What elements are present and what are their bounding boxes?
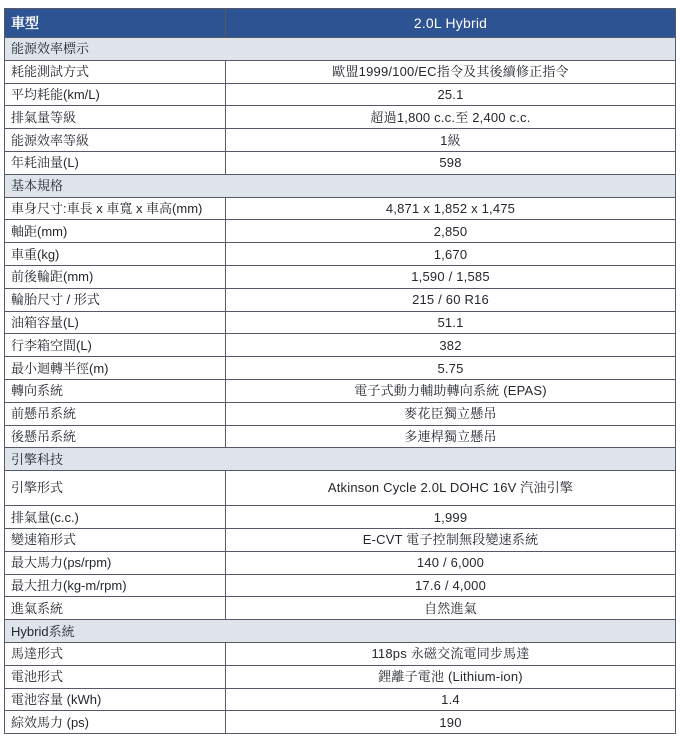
spec-table bbox=[4, 8, 676, 734]
section-header-row bbox=[5, 38, 676, 61]
spec-row bbox=[5, 60, 676, 83]
spec-row bbox=[5, 574, 676, 597]
spec-label: 行李箱空間(L) bbox=[5, 334, 226, 357]
spec-value: 1,590 / 1,585 bbox=[226, 265, 676, 288]
spec-label: 最大馬力(ps/rpm) bbox=[5, 551, 226, 574]
spec-value: 超過1,800 c.c.至 2,400 c.c. bbox=[226, 106, 676, 129]
spec-label: 油箱容量(L) bbox=[5, 311, 226, 334]
spec-value: 歐盟1999/100/EC指令及其後續修正指令 bbox=[226, 60, 676, 83]
spec-value: 598 bbox=[226, 151, 676, 174]
spec-label: 最大扭力(kg-m/rpm) bbox=[5, 574, 226, 597]
spec-row bbox=[5, 528, 676, 551]
spec-row bbox=[5, 402, 676, 425]
spec-row bbox=[5, 425, 676, 448]
table-header-row bbox=[5, 9, 676, 38]
spec-value: 215 / 60 R16 bbox=[226, 288, 676, 311]
spec-table-body bbox=[5, 9, 676, 734]
spec-label: 前後輪距(mm) bbox=[5, 265, 226, 288]
spec-label: 引擎形式 bbox=[5, 471, 226, 506]
spec-label: 車身尺寸:車長 x 車寬 x 車高(mm) bbox=[5, 197, 226, 220]
spec-value: 1.4 bbox=[226, 688, 676, 711]
section-title: 引擎科技 bbox=[5, 448, 676, 471]
section-title: 基本規格 bbox=[5, 174, 676, 197]
spec-label: 輪胎尺寸 / 形式 bbox=[5, 288, 226, 311]
spec-label: 軸距(mm) bbox=[5, 220, 226, 243]
spec-row bbox=[5, 357, 676, 380]
spec-value: 190 bbox=[226, 711, 676, 734]
header-value: 2.0L Hybrid bbox=[226, 9, 676, 38]
spec-label: 電池形式 bbox=[5, 665, 226, 688]
spec-row bbox=[5, 243, 676, 266]
spec-value: 自然進氣 bbox=[226, 597, 676, 620]
spec-label: 排氣量(c.c.) bbox=[5, 506, 226, 529]
spec-label: 進氣系統 bbox=[5, 597, 226, 620]
spec-label: 電池容量 (kWh) bbox=[5, 688, 226, 711]
spec-row bbox=[5, 106, 676, 129]
spec-row bbox=[5, 471, 676, 506]
spec-row bbox=[5, 265, 676, 288]
spec-row bbox=[5, 151, 676, 174]
spec-row bbox=[5, 288, 676, 311]
spec-row bbox=[5, 220, 676, 243]
spec-row bbox=[5, 711, 676, 734]
section-title: Hybrid系統 bbox=[5, 620, 676, 643]
spec-label: 最小迴轉半徑(m) bbox=[5, 357, 226, 380]
spec-value: 多連桿獨立懸吊 bbox=[226, 425, 676, 448]
spec-value: 2,850 bbox=[226, 220, 676, 243]
spec-row bbox=[5, 665, 676, 688]
spec-label: 耗能測試方式 bbox=[5, 60, 226, 83]
spec-value: 140 / 6,000 bbox=[226, 551, 676, 574]
spec-value: E-CVT 電子控制無段變速系統 bbox=[226, 528, 676, 551]
spec-label: 前懸吊系統 bbox=[5, 402, 226, 425]
spec-row bbox=[5, 379, 676, 402]
spec-row bbox=[5, 597, 676, 620]
spec-value: 382 bbox=[226, 334, 676, 357]
spec-value: 5.75 bbox=[226, 357, 676, 380]
spec-row bbox=[5, 197, 676, 220]
spec-label: 轉向系統 bbox=[5, 379, 226, 402]
spec-label: 平均耗能(km/L) bbox=[5, 83, 226, 106]
spec-row bbox=[5, 311, 676, 334]
spec-value: 麥花臣獨立懸吊 bbox=[226, 402, 676, 425]
spec-value: 118ps 永磁交流電同步馬達 bbox=[226, 642, 676, 665]
spec-row bbox=[5, 83, 676, 106]
spec-value: 25.1 bbox=[226, 83, 676, 106]
section-header-row bbox=[5, 620, 676, 643]
spec-value: 鋰離子電池 (Lithium-ion) bbox=[226, 665, 676, 688]
section-header-row bbox=[5, 174, 676, 197]
spec-row bbox=[5, 506, 676, 529]
spec-value: 1,670 bbox=[226, 243, 676, 266]
spec-label: 年耗油量(L) bbox=[5, 151, 226, 174]
spec-value: 電子式動力輔助轉向系統 (EPAS) bbox=[226, 379, 676, 402]
spec-label: 綜效馬力 (ps) bbox=[5, 711, 226, 734]
section-title: 能源效率標示 bbox=[5, 38, 676, 61]
spec-value: 4,871 x 1,852 x 1,475 bbox=[226, 197, 676, 220]
spec-value: 51.1 bbox=[226, 311, 676, 334]
spec-label: 變速箱形式 bbox=[5, 528, 226, 551]
spec-label: 車重(kg) bbox=[5, 243, 226, 266]
spec-row bbox=[5, 642, 676, 665]
spec-value: 1,999 bbox=[226, 506, 676, 529]
header-key: 車型 bbox=[5, 9, 226, 38]
spec-value: 1級 bbox=[226, 129, 676, 152]
spec-label: 馬達形式 bbox=[5, 642, 226, 665]
spec-value: 17.6 / 4,000 bbox=[226, 574, 676, 597]
spec-label: 後懸吊系統 bbox=[5, 425, 226, 448]
spec-row bbox=[5, 334, 676, 357]
spec-label: 能源效率等級 bbox=[5, 129, 226, 152]
spec-row bbox=[5, 688, 676, 711]
section-header-row bbox=[5, 448, 676, 471]
spec-label: 排氣量等級 bbox=[5, 106, 226, 129]
spec-value: Atkinson Cycle 2.0L DOHC 16V 汽油引擎 bbox=[226, 471, 676, 506]
spec-row bbox=[5, 129, 676, 152]
spec-row bbox=[5, 551, 676, 574]
